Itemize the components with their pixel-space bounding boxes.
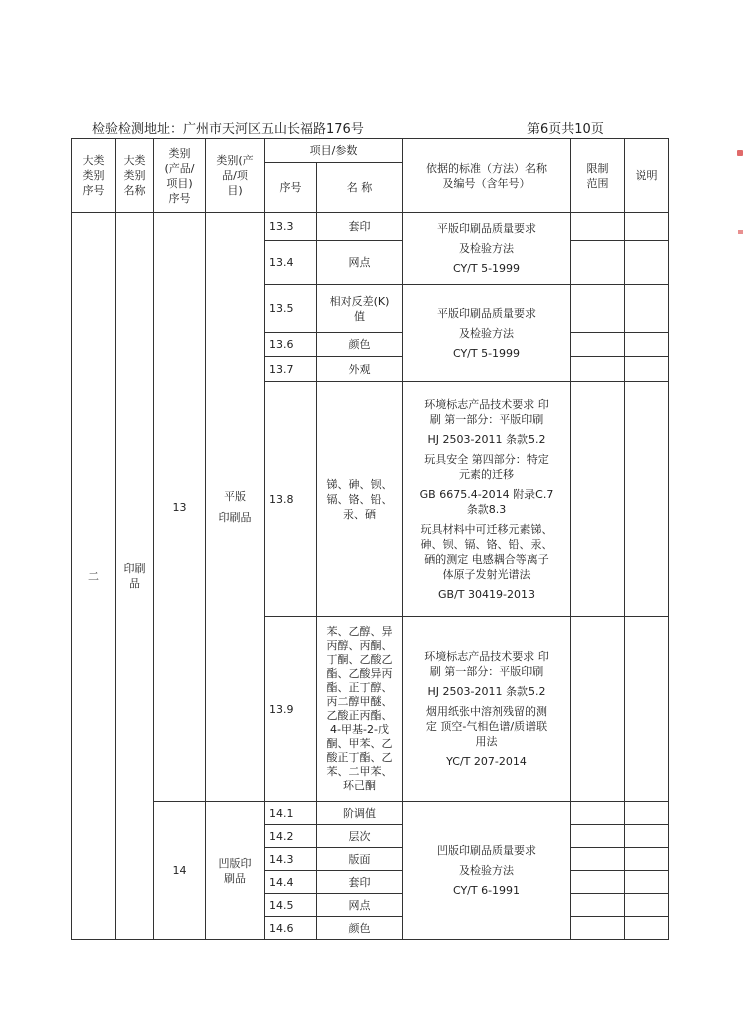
limit-cell bbox=[571, 285, 625, 333]
col-note: 说明 bbox=[625, 139, 669, 213]
limit-cell bbox=[571, 333, 625, 357]
item-no: 13.8 bbox=[265, 382, 317, 617]
margin-seal-mark bbox=[737, 150, 743, 156]
limit-cell bbox=[571, 917, 625, 940]
note-cell bbox=[625, 382, 669, 617]
category-name: 印刷 品 bbox=[116, 213, 154, 940]
item-no: 13.5 bbox=[265, 285, 317, 333]
standard-cell: 环境标志产品技术要求 印 刷 第一部分：平版印刷 HJ 2503-2011 条款5.2 玩具安全 第四部分：特定 元素的迁移 GB 6675.4-2014 附录C.7 条款8.3 玩具材料中可迁移元素锑、 砷、钡、镉、铬、铅、汞、 硒的测定 电感耦合等离子 体原子发射光谱法 GB/T 30419-2013 bbox=[403, 382, 571, 617]
note-cell bbox=[625, 357, 669, 382]
item-name: 套印 bbox=[317, 871, 403, 894]
col-item-name: 名 称 bbox=[317, 163, 403, 213]
standard-cell: 环境标志产品技术要求 印 刷 第一部分：平版印刷 HJ 2503-2011 条款5.2 烟用纸张中溶剂残留的测 定 顶空-气相色谱/质谱联 用法 YC/T 207-2014 bbox=[403, 617, 571, 802]
limit-cell bbox=[571, 802, 625, 825]
item-no: 14.4 bbox=[265, 871, 317, 894]
limit-cell bbox=[571, 848, 625, 871]
standard-cell: 平版印刷品质量要求 及检验方法 CY/T 5-1999 bbox=[403, 213, 571, 285]
item-name: 颜色 bbox=[317, 333, 403, 357]
note-cell bbox=[625, 871, 669, 894]
col-product-name: 类别(产 品/项 目) bbox=[206, 139, 265, 213]
standard-cell: 凹版印刷品质量要求 及检验方法 CY/T 6-1991 bbox=[403, 802, 571, 940]
page-number: 第6页共10页 bbox=[527, 122, 604, 137]
product-name-14: 凹版印 刷品 bbox=[206, 802, 265, 940]
col-product-no: 类别 (产品/ 项目) 序号 bbox=[154, 139, 206, 213]
item-no: 14.1 bbox=[265, 802, 317, 825]
item-no: 13.6 bbox=[265, 333, 317, 357]
item-no: 13.3 bbox=[265, 213, 317, 241]
item-name: 颜色 bbox=[317, 917, 403, 940]
item-no: 13.9 bbox=[265, 617, 317, 802]
note-cell bbox=[625, 617, 669, 802]
item-name: 套印 bbox=[317, 213, 403, 241]
limit-cell bbox=[571, 871, 625, 894]
product-no-13: 13 bbox=[154, 213, 206, 802]
limit-cell bbox=[571, 382, 625, 617]
item-name: 网点 bbox=[317, 241, 403, 285]
item-name: 相对反差(K) 值 bbox=[317, 285, 403, 333]
limit-cell bbox=[571, 213, 625, 241]
note-cell bbox=[625, 848, 669, 871]
limit-cell bbox=[571, 357, 625, 382]
margin-seal-mark bbox=[738, 230, 743, 234]
col-item-no: 序号 bbox=[265, 163, 317, 213]
note-cell bbox=[625, 894, 669, 917]
col-standard: 依据的标准（方法）名称 及编号（含年号） bbox=[403, 139, 571, 213]
item-name: 苯、乙醇、异 丙醇、丙酮、 丁酮、乙酸乙 酯、乙酸异丙 酯、正丁醇、 丙二醇甲醚、 乙酸正丙酯、 4-甲基-2-戊 酮、甲苯、乙 酸正丁酯、乙 苯、二甲苯、 环己酮 bbox=[317, 617, 403, 802]
limit-cell bbox=[571, 617, 625, 802]
category-no: 二 bbox=[72, 213, 116, 940]
note-cell bbox=[625, 802, 669, 825]
test-address: 检验检测地址：广州市天河区五山长福路176号 bbox=[92, 122, 364, 137]
item-no: 14.5 bbox=[265, 894, 317, 917]
product-no-14: 14 bbox=[154, 802, 206, 940]
limit-cell bbox=[571, 894, 625, 917]
standard-cell: 平版印刷品质量要求 及检验方法 CY/T 5-1999 bbox=[403, 285, 571, 382]
item-no: 14.6 bbox=[265, 917, 317, 940]
item-name: 阶调值 bbox=[317, 802, 403, 825]
col-limit: 限制 范围 bbox=[571, 139, 625, 213]
item-name: 外观 bbox=[317, 357, 403, 382]
item-no: 13.7 bbox=[265, 357, 317, 382]
limit-cell bbox=[571, 241, 625, 285]
product-name-13: 平版 印刷品 bbox=[206, 213, 265, 802]
limit-cell bbox=[571, 825, 625, 848]
note-cell bbox=[625, 825, 669, 848]
col-category-no: 大类 类别 序号 bbox=[72, 139, 116, 213]
note-cell bbox=[625, 285, 669, 333]
col-items-group: 项目/参数 bbox=[265, 139, 403, 163]
note-cell bbox=[625, 333, 669, 357]
item-no: 14.2 bbox=[265, 825, 317, 848]
item-no: 13.4 bbox=[265, 241, 317, 285]
item-name: 版面 bbox=[317, 848, 403, 871]
item-name: 层次 bbox=[317, 825, 403, 848]
accreditation-table bbox=[71, 138, 669, 940]
item-no: 14.3 bbox=[265, 848, 317, 871]
item-name: 锑、砷、钡、 镉、铬、铅、 汞、硒 bbox=[317, 382, 403, 617]
col-category-name: 大类 类别 名称 bbox=[116, 139, 154, 213]
note-cell bbox=[625, 241, 669, 285]
note-cell bbox=[625, 213, 669, 241]
item-name: 网点 bbox=[317, 894, 403, 917]
note-cell bbox=[625, 917, 669, 940]
